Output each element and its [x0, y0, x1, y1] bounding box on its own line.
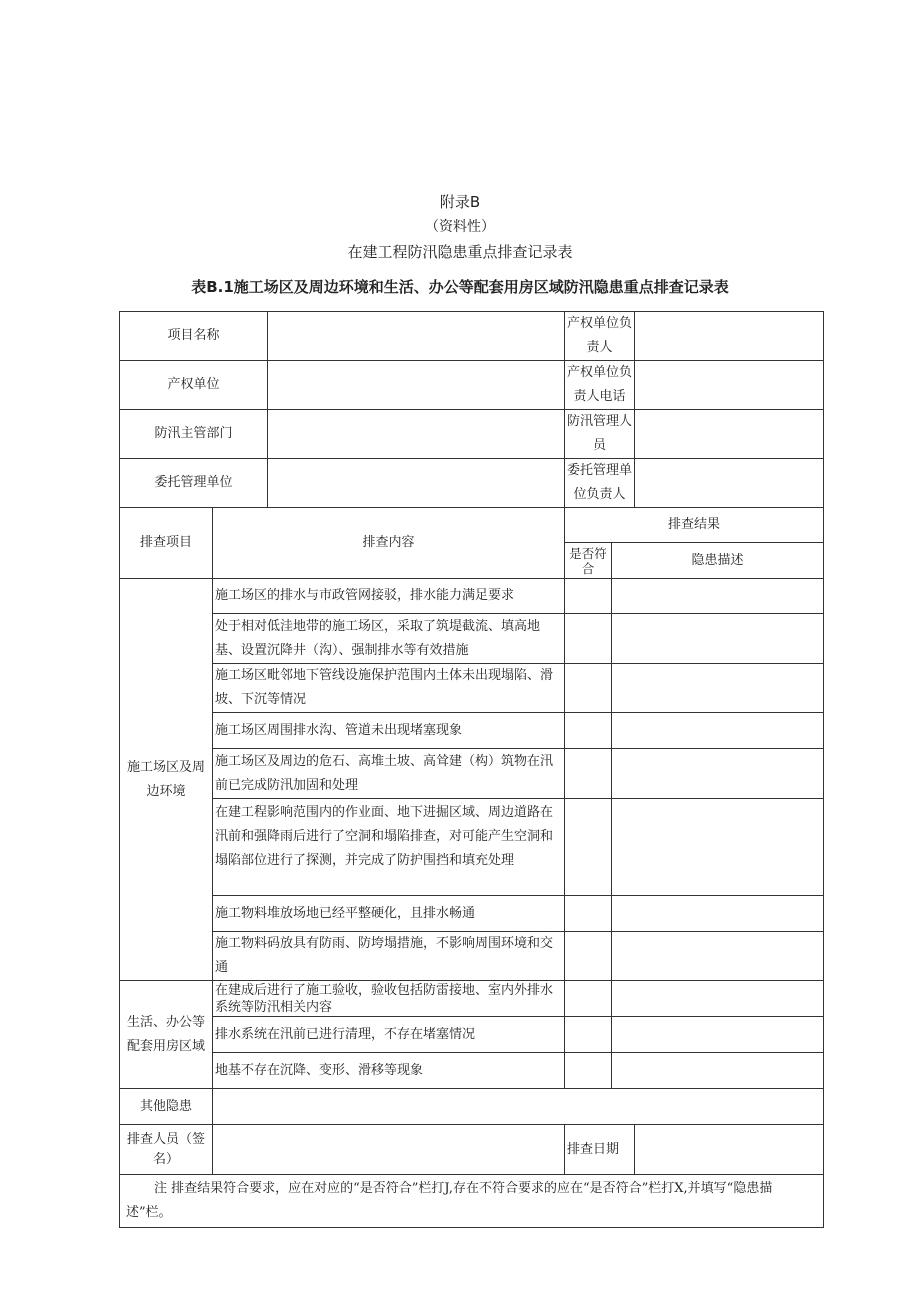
check-item: 在建成后进行了施工验收，验收包括防雷接地、室内外排水系统等防汛相关内容: [213, 981, 565, 1017]
hazard-cell[interactable]: [612, 896, 824, 932]
check-item: 施工场区毗邻地下管线设施保护范围内土体未出现塌陷、滑坡、下沉等情况: [213, 664, 565, 713]
entrusted-unit-field[interactable]: [268, 459, 565, 508]
footnote: 注 排查结果符合要求，应在对应的“是否符合”栏打J,存在不符合要求的应在“是否符合”栏打X,并填写“隐患描述”栏。: [120, 1175, 824, 1228]
date-label: 排查日期: [565, 1125, 635, 1175]
owner-unit-field[interactable]: [268, 361, 565, 410]
check-item: 施工场区及周边的危石、高堆土坡、高耸建（构）筑物在汛前已完成防汛加固和处理: [213, 749, 565, 799]
table-row: [120, 713, 824, 749]
conform-cell[interactable]: [565, 799, 612, 896]
appendix-type: （资料性）: [425, 219, 495, 235]
project-name-label: 项目名称: [120, 312, 268, 361]
conform-cell[interactable]: [565, 664, 612, 713]
info-row: [120, 312, 824, 361]
conform-cell[interactable]: [565, 579, 612, 614]
document-title: 在建工程防汛隐患重点排查记录表: [347, 243, 573, 261]
hazard-cell[interactable]: [612, 1053, 824, 1089]
conform-cell[interactable]: [565, 896, 612, 932]
info-row: [120, 361, 824, 410]
flood-dept-label: 防汛主管部门: [120, 410, 268, 459]
table-row: [120, 896, 824, 932]
entrusted-unit-label: 委托管理单位: [120, 459, 268, 508]
owner-unit-label: 产权单位: [120, 361, 268, 410]
hazard-cell[interactable]: [612, 1017, 824, 1053]
check-item: 地基不存在沉降、变形、滑移等现象: [213, 1053, 565, 1089]
check-item: 施工物料堆放场地已经平整硬化，且排水畅通: [213, 896, 565, 932]
inspector-label: 排查人员（签名）: [120, 1125, 213, 1175]
table-row: [120, 1053, 824, 1089]
owner-phone-field[interactable]: [635, 361, 824, 410]
conform-cell[interactable]: [565, 749, 612, 799]
owner-phone-label: 产权单位负责人电话: [565, 361, 635, 410]
table-row: [120, 579, 824, 614]
hazard-cell[interactable]: [612, 981, 824, 1017]
other-hazard-field[interactable]: [213, 1089, 824, 1125]
table-title: 表B.1施工场区及周边环境和生活、办公等配套用房区域防汛隐患重点排查记录表: [191, 278, 729, 296]
hazard-cell[interactable]: [612, 713, 824, 749]
inspector-field[interactable]: [213, 1125, 565, 1175]
table-row: [120, 1017, 824, 1053]
check-item: 处于相对低洼地带的施工场区，采取了筑堤截流、填高地基、设置沉降井（沟）、强制排水等有效措施: [213, 614, 565, 664]
info-row: [120, 410, 824, 459]
table-row: [120, 981, 824, 1017]
result-header: 排查结果: [565, 508, 824, 543]
hazard-cell[interactable]: [612, 664, 824, 713]
hazard-cell[interactable]: [612, 614, 824, 664]
date-field[interactable]: [635, 1125, 824, 1175]
conform-cell[interactable]: [565, 981, 612, 1017]
hazard-desc-header: 隐患描述: [612, 543, 824, 579]
conform-header: 是否符合: [565, 543, 612, 579]
conform-cell[interactable]: [565, 614, 612, 664]
header-row: [120, 508, 824, 543]
table-row: [120, 664, 824, 713]
check-item: 施工物料码放具有防雨、防垮塌措施，不影响周围环境和交通: [213, 932, 565, 981]
entrusted-responsible-label: 委托管理单位负责人: [565, 459, 635, 508]
other-hazard-label: 其他隐患: [120, 1089, 213, 1125]
inspection-table: [119, 311, 823, 1228]
note-row: [120, 1175, 824, 1228]
check-item: 排水系统在汛前已进行清理，不存在堵塞情况: [213, 1017, 565, 1053]
signature-row: [120, 1125, 824, 1175]
table-row: [120, 799, 824, 896]
table-row: [120, 932, 824, 981]
hazard-cell[interactable]: [612, 579, 824, 614]
conform-cell[interactable]: [565, 1017, 612, 1053]
owner-responsible-field[interactable]: [635, 312, 824, 361]
info-row: [120, 459, 824, 508]
living-section-label: 生活、办公等配套用房区域: [120, 981, 213, 1089]
site-section-label: 施工场区及周边环境: [120, 579, 213, 981]
conform-cell[interactable]: [565, 1053, 612, 1089]
hazard-cell[interactable]: [612, 932, 824, 981]
table-row: [120, 749, 824, 799]
hazard-cell[interactable]: [612, 799, 824, 896]
project-name-field[interactable]: [268, 312, 565, 361]
check-item: 施工场区的排水与市政管网接驳，排水能力满足要求: [213, 579, 565, 614]
owner-responsible-label: 产权单位负责人: [565, 312, 635, 361]
flood-staff-label: 防汛管理人员: [565, 410, 635, 459]
check-item: 施工场区周围排水沟、管道未出现堵塞现象: [213, 713, 565, 749]
conform-cell[interactable]: [565, 713, 612, 749]
conform-cell[interactable]: [565, 932, 612, 981]
other-hazard-row: [120, 1089, 824, 1125]
check-item: 在建工程影响范围内的作业面、地下进掘区域、周边道路在汛前和强降雨后进行了空洞和塌陷排查，对可能产生空洞和塌陷部位进行了探测，并完成了防护围挡和填充处理: [213, 799, 565, 896]
flood-staff-field[interactable]: [635, 410, 824, 459]
hazard-cell[interactable]: [612, 749, 824, 799]
table-row: [120, 614, 824, 664]
item-header: 排查项目: [120, 508, 213, 579]
entrusted-responsible-field[interactable]: [635, 459, 824, 508]
appendix-label: 附录B: [439, 193, 481, 211]
flood-dept-field[interactable]: [268, 410, 565, 459]
content-header: 排查内容: [213, 508, 565, 579]
